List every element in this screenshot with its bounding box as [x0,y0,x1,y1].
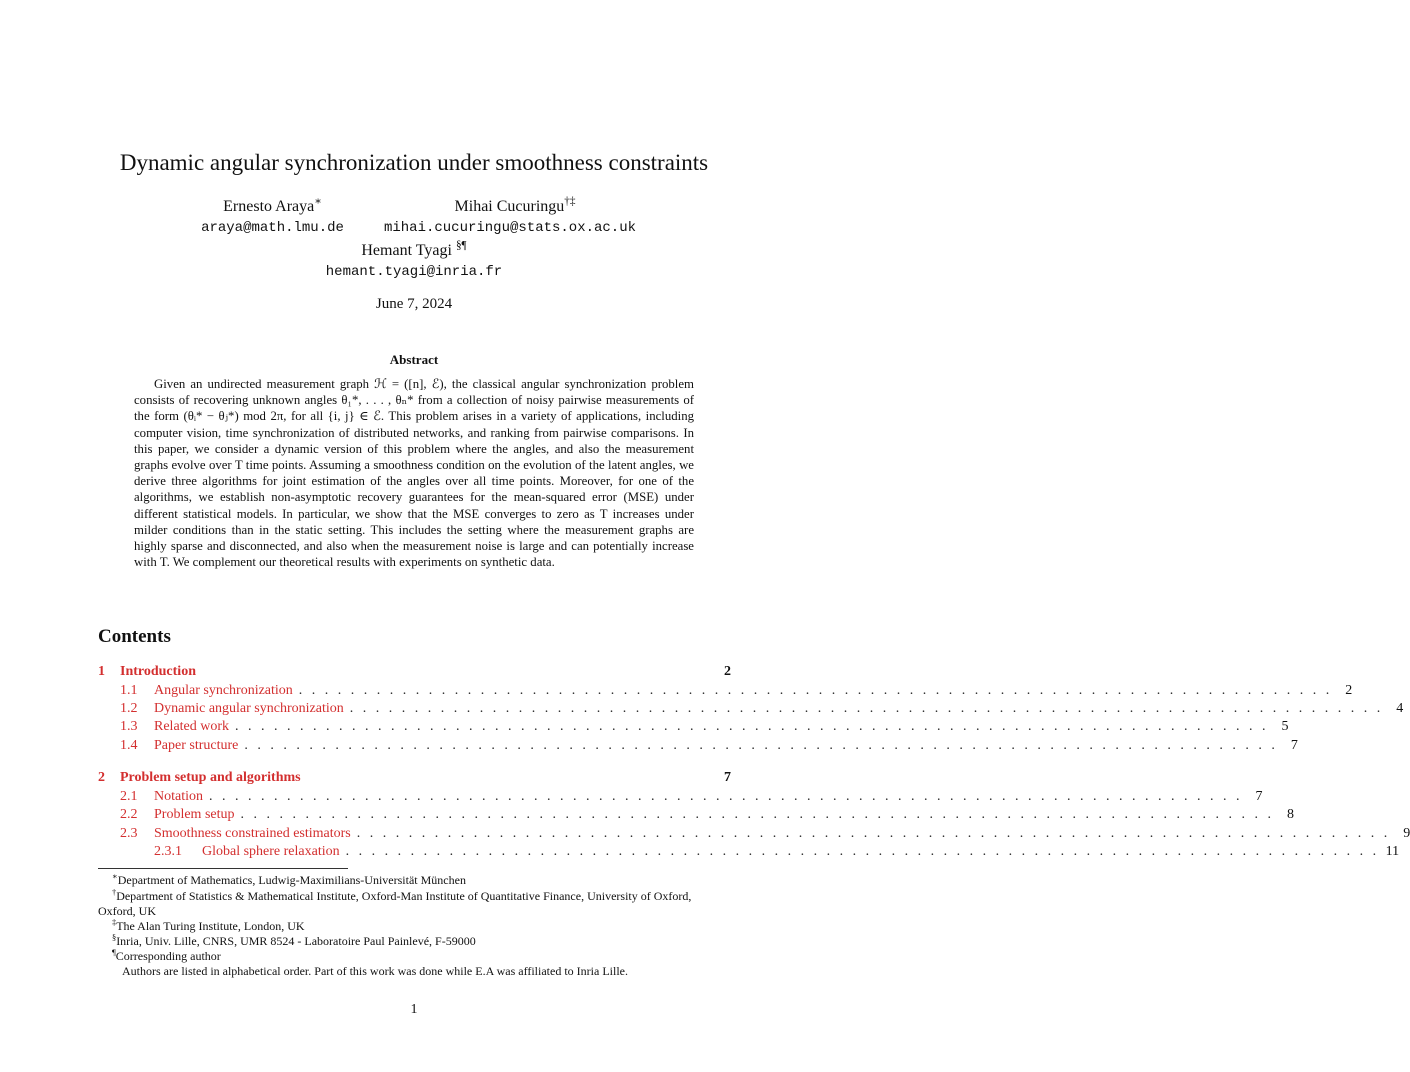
abstract-heading: Abstract [389,352,439,367]
author-affiliation-marks: †‡ [564,195,576,208]
toc-entry-title[interactable]: Introduction [120,664,196,679]
toc-entry-title[interactable]: Notation [154,789,203,804]
toc-leader-dots: . . . . . . . . . . . . . . . . . . . . . . . . . . . . . . . . . . . . . . . . . . . . . . . . . . . . . . . . . . . . . . . . . . . . . . . . . . . . . . . . [240,807,1274,822]
toc-page-number[interactable]: 7 [1290,738,1298,753]
toc-subsection-entry[interactable] [98,701,1404,719]
footnote [112,949,732,964]
paper-title: Dynamic angular synchronization under smoothness constraints [119,150,709,175]
footnote-text: Corresponding author [115,949,221,963]
toc-entry-number[interactable]: 1.3 [120,719,138,734]
footnote-divider [98,868,348,869]
footnote-mark: ¶ [112,948,116,957]
author-name: Ernesto Araya∗ [223,195,322,215]
toc-entry-number[interactable]: 2.3.1 [154,844,182,859]
toc-entry-number[interactable]: 2.3 [120,826,138,841]
toc-leader-dots: . . . . . . . . . . . . . . . . . . . . . . . . . . . . . . . . . . . . . . . . . . . . . . . . . . . . . . . . . . . . . . . . . . . . . . . . . . . . . . . . [235,719,1269,734]
toc-subsection-entry[interactable] [98,719,1289,737]
toc-section-entry[interactable] [98,664,731,682]
footnote-text: Inria, Univ. Lille, CNRS, UMR 8524 - Laboratoire Paul Painlevé, F-59000 [116,934,476,948]
footnote-mark: § [112,933,117,942]
footnote-mark: † [112,888,117,897]
footnote [112,873,732,888]
footnote [112,934,732,949]
contents-heading: Contents [98,626,171,647]
author-affiliation-marks: ∗ [314,195,322,208]
toc-entry-number[interactable]: 2.2 [120,807,138,822]
footnote [122,964,742,979]
toc-page-number[interactable]: 11 [1385,844,1400,859]
toc-subsection-entry[interactable] [98,844,1400,862]
toc-page-number[interactable]: 5 [1281,719,1289,734]
toc-entry-title[interactable]: Dynamic angular synchronization [154,701,344,716]
toc-leader-dots: . . . . . . . . . . . . . . . . . . . . . . . . . . . . . . . . . . . . . . . . . . . . . . . . . . . . . . . . . . . . . . . . . . . . . . . . . . . . . . . . [244,738,1278,753]
footnote-text: The Alan Turing Institute, London, UK [116,919,305,933]
toc-entry-title[interactable]: Related work [154,719,230,734]
toc-subsection-entry[interactable] [98,826,1410,844]
footnote [112,919,732,934]
toc-page-number[interactable]: 9 [1403,826,1410,841]
toc-entry-number[interactable]: 2.1 [120,789,138,804]
toc-entry-number[interactable]: 1.4 [120,738,138,753]
toc-entry-title[interactable]: Problem setup and algorithms [120,770,301,785]
toc-leader-dots: . . . . . . . . . . . . . . . . . . . . . . . . . . . . . . . . . . . . . . . . . . . . . . . . . . . . . . . . . . . . . . . . . . . . . . . . . . . . . . . . [345,844,1380,859]
toc-entry-title[interactable]: Paper structure [154,738,239,753]
toc-subsection-entry[interactable] [98,789,1263,807]
toc-leader-dots: . . . . . . . . . . . . . . . . . . . . . . . . . . . . . . . . . . . . . . . . . . . . . . . . . . . . . . . . . . . . . . . . . . . . . . . . . . . . . . . . [298,683,1333,698]
toc-subsection-entry[interactable] [98,807,1294,825]
toc-section-entry[interactable] [98,770,731,788]
toc-entry-number[interactable]: 1 [98,664,105,679]
toc-entry-title[interactable]: Smoothness constrained estimators [154,826,351,841]
footnote-text: Department of Statistics & Mathematical Institute, Oxford-Man Institute of Quantitative Finance, University of Oxford, Oxford, UK [98,889,692,918]
author-email[interactable]: hemant.tyagi@inria.fr [325,264,503,280]
author-name: Hemant Tyagi §¶ [361,239,467,259]
toc-entry-title[interactable]: Global sphere relaxation [202,844,340,859]
footnote-mark: ‡ [112,918,117,927]
toc-page-number[interactable]: 2 [724,664,731,679]
footnote-mark: ∗ [112,872,118,881]
toc-page-number[interactable]: 8 [1287,807,1294,822]
toc-leader-dots: . . . . . . . . . . . . . . . . . . . . . . . . . . . . . . . . . . . . . . . . . . . . . . . . . . . . . . . . . . . . . . . . . . . . . . . . . . . . . . . . [356,826,1391,841]
toc-leader-dots: . . . . . . . . . . . . . . . . . . . . . . . . . . . . . . . . . . . . . . . . . . . . . . . . . . . . . . . . . . . . . . . . . . . . . . . . . . . . . . . . [349,701,1384,716]
author-name: Mihai Cucuringu†‡ [454,195,576,215]
footnote [98,889,732,919]
toc-entry-number[interactable]: 2 [98,770,105,785]
footnote-text: Authors are listed in alphabetical order. Part of this work was done while E.A was affiliated to Inria Lille. [122,964,628,978]
toc-leader-dots: . . . . . . . . . . . . . . . . . . . . . . . . . . . . . . . . . . . . . . . . . . . . . . . . . . . . . . . . . . . . . . . . . . . . . . . . . . . . . . . . [209,789,1243,804]
abstract-text: Given an undirected measurement graph ℋ = ([n], ℰ), the classical angular synchronization problem consists of recovering unknown angles θ₁*, . . . , θₙ* from a collection of noisy pairwise measurements of the form (θᵢ* − θⱼ*) mod 2π, for all {i, j} ∈ ℰ. This problem arises in a variety of applications, including computer vision, time synchronization of distributed networks, and ranking from pairwise comparisons. In this paper, we consider a dynamic version of this problem where the angles, and also the measurement graphs evolve over T time points. Assuming a smoothness condition on the evolution of the latent angles, we derive three algorithms for joint estimation of the angles over all time points. Moreover, for one of the algorithms, we establish non-asymptotic recovery guarantees for the mean-squared error (MSE) under different statistical models. In particular, we show that the MSE converges to zero as T increases under milder conditions than in the static setting. This includes the setting where the measurement graphs are highly sparse and disconnected, and also when the measurement noise is large and can potentially increase with T. We complement our theoretical results with experiments on synthetic data. [134,377,694,570]
toc-page-number[interactable]: 7 [724,770,731,785]
toc-entry-title[interactable]: Angular synchronization [154,683,293,698]
publication-date: June 7, 2024 [375,296,453,312]
toc-page-number[interactable]: 4 [1396,701,1404,716]
author-email[interactable]: araya@math.lmu.de [201,220,344,236]
toc-entry-title[interactable]: Problem setup [154,807,235,822]
author-email[interactable]: mihai.cucuringu@stats.ox.ac.uk [383,220,637,236]
page-number: 1 [410,1002,418,1017]
toc-entry-number[interactable]: 1.2 [120,701,138,716]
toc-page-number[interactable]: 2 [1345,683,1353,698]
toc-subsection-entry[interactable] [98,683,1353,701]
toc-subsection-entry[interactable] [98,738,1298,756]
footnote-text: Department of Mathematics, Ludwig-Maximilians-Universität München [117,873,466,887]
toc-page-number[interactable]: 7 [1255,789,1263,804]
toc-entry-number[interactable]: 1.1 [120,683,138,698]
author-affiliation-marks: §¶ [455,239,467,252]
